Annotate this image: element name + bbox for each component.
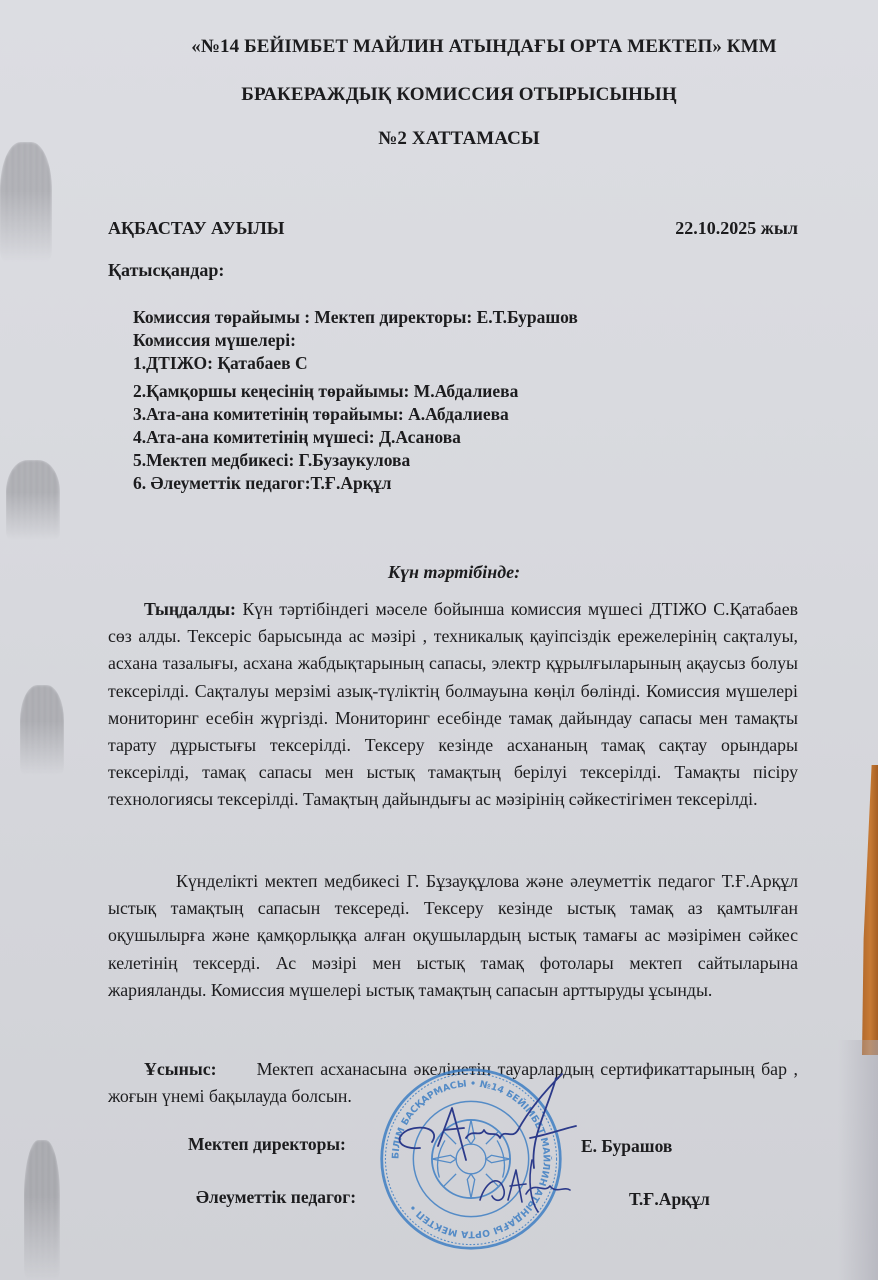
daily-check-text: Күнделікті мектеп медбикесі Г. Бұзауқұлова және әлеуметтік педагог Т.Ғ.Арқұл ыстық тамақтың сапасын тексереді. Тексеру кезінде ыстық тамақ аз қамтылған оқушылырға және қамқорлыққа алған оқушылардың ыстық тамағы ас мәзірімен сәйкес келетінің тексерді. Ас мәзірі мен ыстық тамақ фотолары мектеп сайтыларына жарияланды. Комиссия мүшелері ыстық тамақтың сапасын арттыруды ұсынды. bbox=[108, 871, 798, 1000]
commission-chair: Комиссия төрайымы : Мектеп директоры: Е.Т.Бурашов bbox=[133, 307, 578, 327]
place-label: АҚБАСТАУ АУЫЛЫ bbox=[108, 218, 285, 238]
members-label: Комиссия мүшелері: bbox=[133, 330, 296, 350]
pedagogue-name: Т.Ғ.Арқұл bbox=[629, 1189, 710, 1209]
pedagogue-role-label: Әлеуметтік педагог: bbox=[196, 1187, 357, 1207]
proposal-label: Ұсыныс: bbox=[144, 1059, 217, 1079]
member-item: 5.Мектеп медбикесі: Г.Бузаукулова bbox=[133, 450, 411, 470]
svg-text:БІЛІМ БАСҚАРМАСЫ • №14 БЕЙІМБЕ: БІЛІМ БАСҚАРМАСЫ • №14 БЕЙІМБЕТ МАЙЛИН АТЫНДАҒЫ ОРТА МЕКТЕП • bbox=[390, 1078, 552, 1240]
member-item: 3.Ата-ана комитетінің төрайымы: А.Абдалиева bbox=[133, 404, 509, 424]
agenda-title: Күн тәртібінде: bbox=[387, 562, 521, 582]
pedagogue-signature-icon bbox=[470, 1150, 580, 1220]
heard-text: Күн тәртібіндегі мәселе бойынша комиссия мүшесі ДТІЖО С.Қатабаев сөз алды. Тексеріс барысында ас мәзірі , техникалық қауіпсіздік ережелерінің сақталуы, асхана тазалығы, асхана жабдықтарының сапасы, электр құрылғыларының ақаусыз болуы тексерілді. Сақталуы мерзімі азық-түліктің болмауына көңіл бөлінді. Комиссия мүшелері мониторинг есебін жүргізді. Мониторинг есебінде тамақ дайындау сапасы мен тамақты тарату дұрыстығы тексерілді. Тексеру кезінде асхананың тамақ сақтау орындары тексерілді, тамақ сапасы мен ыстық тамақтың берілуі тексерілді. Тамақты пісіру технологиясы тексерілді. Тамақтың дайындығы ас мәзірінің сәйкестігімен тексерілді. bbox=[108, 599, 798, 810]
date-label: 22.10.2025 жыл bbox=[675, 218, 798, 238]
member-item: 1.ДТІЖО: Қатабаев С bbox=[133, 353, 308, 373]
table-edge-background bbox=[862, 765, 878, 1055]
heard-paragraph bbox=[108, 596, 798, 814]
director-role-label: Мектеп директоры: bbox=[188, 1134, 346, 1154]
director-name: Е. Бурашов bbox=[581, 1136, 673, 1156]
member-item: 2.Қамқоршы кеңесінің төрайымы: М.Абдалиева bbox=[133, 381, 519, 401]
scan-smudge-1 bbox=[0, 142, 52, 262]
scan-smudge-3 bbox=[20, 685, 64, 775]
participants-list bbox=[133, 306, 578, 495]
proposal-text: Мектеп асханасына әкелінетін тауарлардың сертификаттарының бар , жоғын үнемі бақылауда болсын. bbox=[108, 1059, 798, 1107]
participants-label: Қатысқандар: bbox=[108, 260, 225, 280]
heard-label: Тыңдалды: bbox=[144, 599, 236, 619]
school-name-heading: «№14 БЕЙІМБЕТ МАЙЛИН АТЫНДАҒЫ ОРТА МЕКТЕП» КММ bbox=[191, 36, 777, 57]
scan-smudge-4 bbox=[24, 1140, 60, 1280]
place-date-row bbox=[108, 218, 798, 239]
scan-smudge-2 bbox=[6, 460, 60, 540]
proposal-paragraph bbox=[108, 1056, 798, 1110]
page-fold-shadow bbox=[838, 1040, 878, 1280]
daily-check-paragraph bbox=[108, 868, 798, 1004]
member-item: 6. Әлеуметтік педагог:Т.Ғ.Арқұл bbox=[133, 473, 392, 493]
member-item: 4.Ата-ана комитетінің мүшесі: Д.Асанова bbox=[133, 427, 461, 447]
commission-heading: БРАКЕРАЖДЫҚ КОМИССИЯ ОТЫРЫСЫНЫҢ bbox=[241, 84, 677, 105]
protocol-number-heading: №2 ХАТТАМАСЫ bbox=[378, 128, 540, 149]
